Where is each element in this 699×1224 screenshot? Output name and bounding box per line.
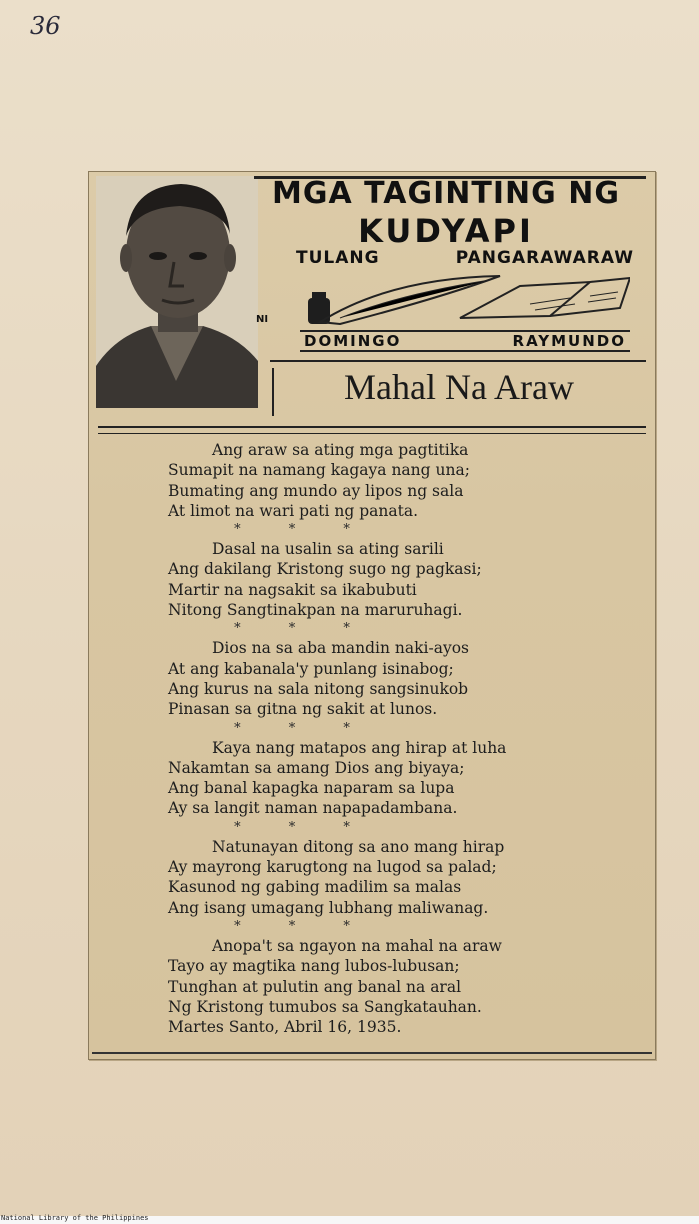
poem-line: Pinasan sa gitna ng sakit at lunos. xyxy=(168,700,438,719)
page-number: 36 xyxy=(30,12,61,40)
poem-line: Nakamtan sa amang Dios ang biyaya; xyxy=(168,758,465,777)
poem-line: Dasal na usalin sa ating sarili xyxy=(212,540,444,559)
poem-line: Ang kurus na sala nitong sangsinukob xyxy=(168,679,469,698)
poem-line: At limot na wari pati ng panata. xyxy=(168,501,419,520)
byline-prefix: NI xyxy=(256,314,269,325)
title-top-rule xyxy=(270,360,646,362)
poem-date: Martes Santo, Abril 16, 1935. xyxy=(168,1018,402,1037)
series-title-line2: KUDYAPI xyxy=(358,212,534,250)
stanza xyxy=(168,936,638,1017)
author-first-name: DOMINGO xyxy=(304,332,402,350)
poem-line: Ang banal kapagka naparam sa lupa xyxy=(168,779,455,798)
stanza-separator: * * * xyxy=(234,819,372,835)
poem-line: Dios na sa aba mandin naki-ayos xyxy=(212,639,470,658)
poem-line: Bumating ang mundo ay lipos ng sala xyxy=(168,481,464,500)
author-portrait xyxy=(96,176,258,408)
stanza-separator: * * * xyxy=(234,522,372,538)
author-name xyxy=(300,330,630,352)
title-side-rule xyxy=(272,368,274,416)
stanza xyxy=(168,539,638,620)
stanza xyxy=(168,837,638,918)
poem-line: Ang isang umagang lubhang maliwanag. xyxy=(168,898,489,917)
poem-body xyxy=(168,440,638,1037)
quill-and-book-illustration xyxy=(300,268,630,332)
poem-line: Ang araw sa ating mga pagtitika xyxy=(212,441,469,459)
stanza-separator: * * * xyxy=(234,918,372,934)
poem-line: Anopa't sa ngayon na mahal na araw xyxy=(212,936,502,955)
poem-line: Kasunod ng gabing madilim sa malas xyxy=(168,878,462,897)
poem-line: Tayo ay magtika nang lubos-lubusan; xyxy=(168,957,460,976)
poem-line: Nitong Sangtinakpan na maruruhagi. xyxy=(168,601,463,620)
poem-line: Ay sa langit naman napapadambana. xyxy=(168,799,458,818)
poem-title: Mahal Na Araw xyxy=(344,367,574,407)
poem-line: Kaya nang matapos ang hirap at luha xyxy=(212,738,507,757)
subtitle xyxy=(296,248,634,268)
stanza xyxy=(168,738,638,819)
stanza xyxy=(168,440,638,521)
series-title-line1: MGA TAGINTING NG xyxy=(272,176,620,211)
title-bottom-rule xyxy=(98,426,646,434)
stanza-separator: * * * xyxy=(234,720,372,736)
poem-line: At ang kabanala'y punlang isinabog; xyxy=(168,659,454,678)
poem-line: Martir na nagsakit sa ikabubuti xyxy=(168,580,417,599)
subtitle-word1: TULANG xyxy=(296,248,380,268)
clipping-bottom-rule xyxy=(92,1052,652,1054)
subtitle-word2: PANGARAWARAW xyxy=(455,248,634,268)
footer-credit: National Library of the Philippines xyxy=(1,1214,149,1222)
poem-line: Ang dakilang Kristong sugo ng pagkasi; xyxy=(168,560,482,579)
poem-line: Natunayan ditong sa ano mang hirap xyxy=(212,837,505,856)
stanza xyxy=(168,638,638,719)
poem-line: Tunghan at pulutin ang banal na aral xyxy=(168,977,462,996)
poem-line: Sumapit na namang kagaya nang una; xyxy=(168,461,470,480)
author-last-name: RAYMUNDO xyxy=(512,332,626,350)
stanza-separator: * * * xyxy=(234,621,372,637)
poem-line: Ay mayrong karugtong na lugod sa palad; xyxy=(168,858,497,877)
poem-line: Ng Kristong tumubos sa Sangkatauhan. xyxy=(168,997,482,1016)
